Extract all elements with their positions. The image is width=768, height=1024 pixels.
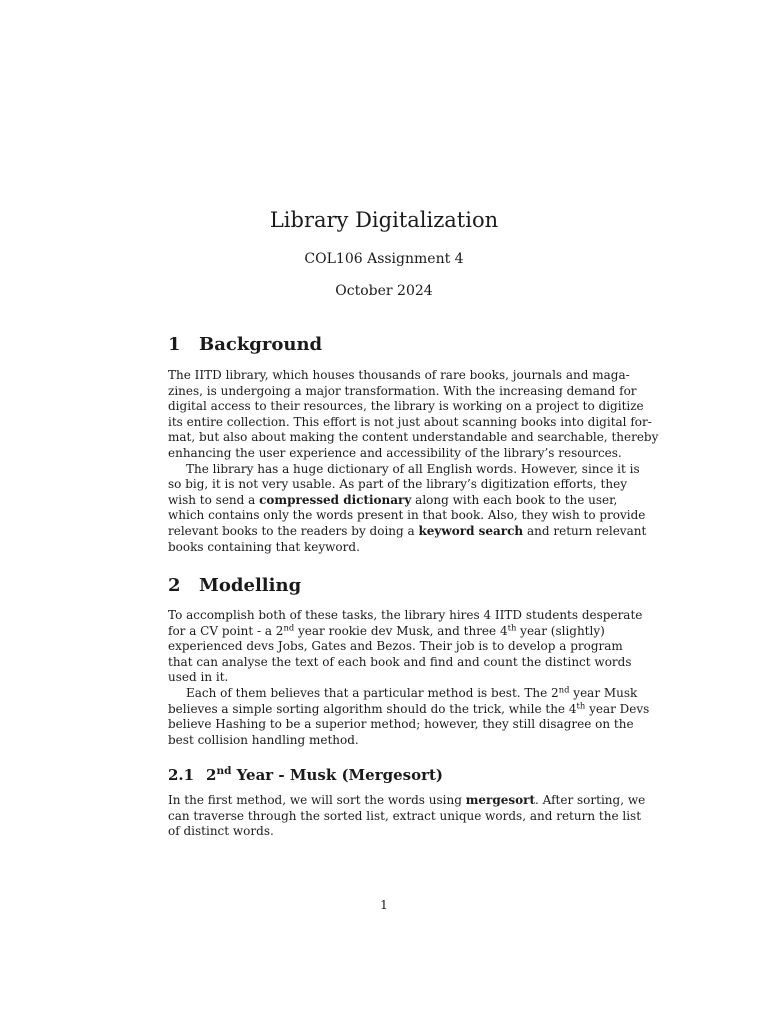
text-line: digital access to their resources, the library is working on a project to digitize [168, 399, 644, 414]
superscript: nd [216, 765, 232, 778]
modelling-paragraph-1 [168, 608, 643, 686]
section-title: Modelling [199, 575, 302, 596]
text-line: which contains only the words present in that book. Also, they wish to provide [168, 508, 646, 523]
section-number: 1 [168, 334, 181, 355]
text-run: for a CV point - a 2 [168, 623, 284, 638]
text-line: so big, it is not very usable. As part of the library’s digitization efforts, they [168, 477, 627, 492]
text-line: books containing that keyword. [168, 539, 360, 554]
bold-term-compressed-dictionary: compressed dictionary [259, 492, 412, 507]
text-line: The library has a huge dictionary of all English words. However, since it is [186, 461, 640, 476]
superscript: th [507, 621, 517, 632]
subsection-number: 2.1 [168, 766, 195, 784]
text-line: of distinct words. [168, 824, 274, 839]
text-run: year Devs [585, 701, 650, 716]
text-run: . After sorting, we [535, 793, 646, 807]
document-title: Library Digitalization [269, 208, 499, 232]
text-line: used in it. [168, 670, 229, 685]
bold-term-mergesort: mergesort [465, 793, 536, 807]
superscript: th [576, 699, 586, 710]
text-run: wish to send a [168, 492, 260, 507]
background-paragraph-1 [168, 368, 659, 462]
bold-term-keyword-search: keyword search [418, 523, 524, 538]
text-line: best collision handling method. [168, 732, 359, 747]
modelling-paragraph-2 [168, 684, 650, 748]
text-run: year rookie dev Musk, and three 4 [294, 623, 508, 638]
text-line [168, 621, 605, 640]
subsection-heading-musk [168, 764, 443, 786]
document-date: October 2024 [335, 283, 433, 299]
text-line: believe Hashing to be a superior method; however, they still disagree on the [168, 717, 634, 732]
text-run: relevant books to the readers by doing a [168, 523, 419, 538]
text-line [168, 699, 650, 718]
text-run: year Musk [569, 686, 638, 700]
text-line: To accomplish both of these tasks, the library hires 4 IITD students desperate [168, 608, 643, 622]
text-run: believes a simple sorting algorithm should do the trick, while the 4 [168, 701, 577, 716]
document-subtitle: COL106 Assignment 4 [304, 251, 464, 267]
text-line: The IITD library, which houses thousands of rare books, journals and maga- [168, 368, 630, 382]
text-run: along with each book to the user, [411, 492, 618, 507]
text-line: mat, but also about making the content understandable and searchable, thereby [168, 430, 659, 445]
subsection-title-part: Year - Musk (Mergesort) [231, 766, 444, 784]
text-line: enhancing the user experience and accessibility of the library’s resources. [168, 445, 622, 460]
section-heading-modelling [168, 573, 301, 599]
superscript: nd [283, 621, 295, 632]
background-paragraph-2 [168, 461, 647, 556]
text-run: year (slightly) [516, 623, 605, 638]
subsection-title-part: 2 [206, 766, 217, 784]
text-line: its entire collection. This effort is not just about scanning books into digital for- [168, 414, 652, 429]
text-line [168, 793, 646, 809]
text-run: In the first method, we will sort the words using [168, 793, 466, 807]
mergesort-paragraph [168, 793, 646, 840]
superscript: nd [558, 684, 570, 695]
section-title: Background [199, 334, 323, 355]
page-number: 1 [380, 898, 388, 912]
text-line: experienced devs Jobs, Gates and Bezos. Their job is to develop a program [168, 639, 623, 654]
text-line: that can analyse the text of each book and find and count the distinct words [168, 654, 632, 669]
text-line: can traverse through the sorted list, extract unique words, and return the list [168, 808, 642, 823]
text-run: Each of them believes that a particular method is best. The 2 [186, 686, 559, 700]
text-line: zines, is undergoing a major transformation. With the increasing demand for [168, 383, 637, 398]
text-line [168, 492, 618, 509]
text-line [168, 523, 647, 540]
section-number: 2 [168, 575, 181, 596]
section-heading-background [168, 332, 322, 358]
text-run: and return relevant [523, 523, 647, 538]
text-line [168, 684, 638, 702]
